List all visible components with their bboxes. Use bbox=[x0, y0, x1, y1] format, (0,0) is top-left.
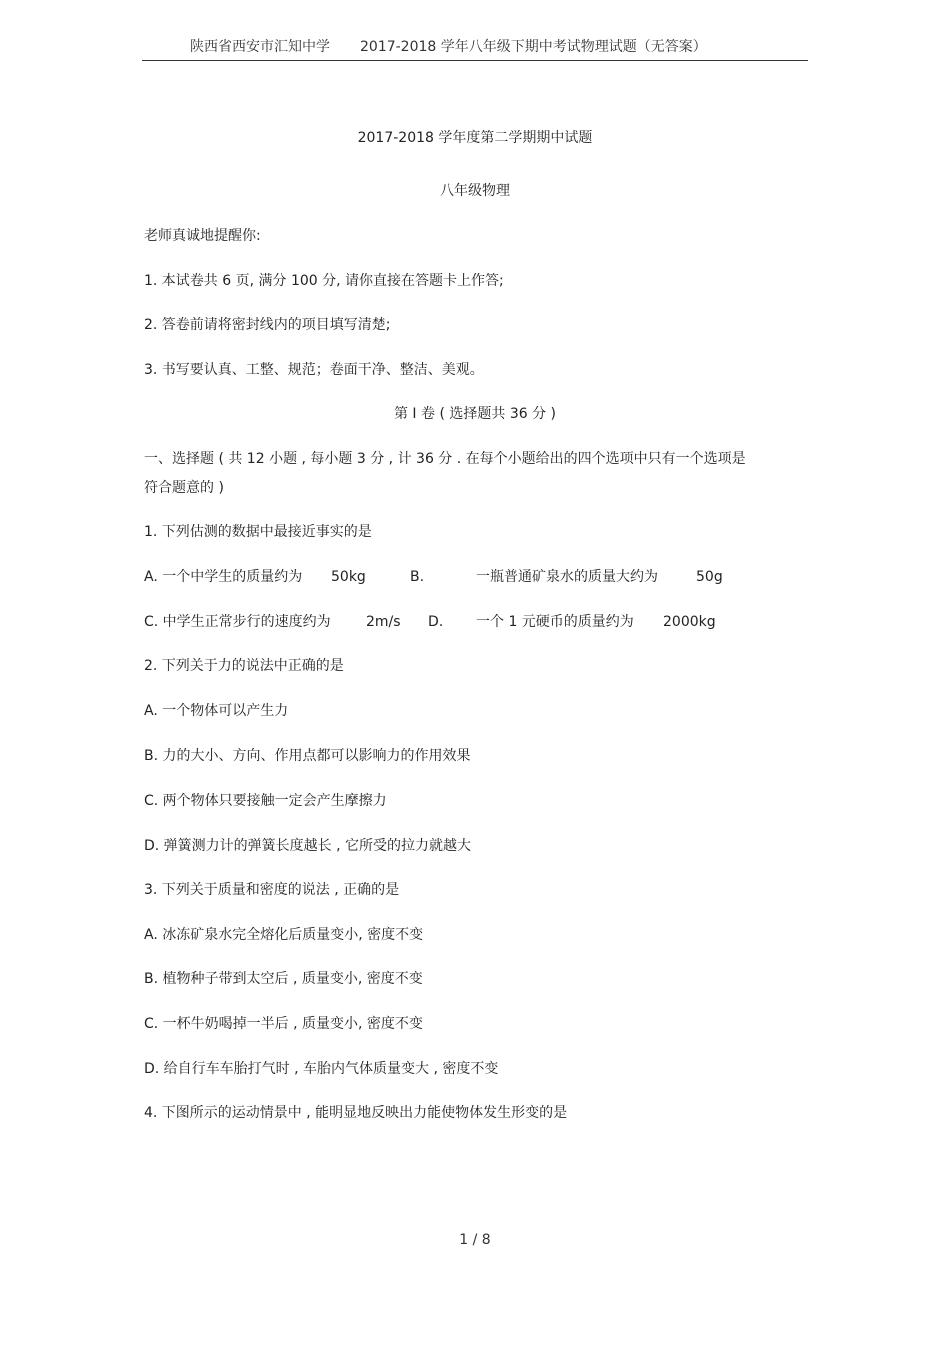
option-text: D. 给自行车车胎打气时 , 车胎内气体质量变大 , 密度不变 bbox=[144, 1061, 499, 1077]
part-instructions: 一、选择题 ( 共 12 小题 , 每小题 3 分 , 计 36 分 . 在每个小题给出的四个选项中只有一个选项是 bbox=[144, 451, 746, 467]
page-number: 1 / 8 bbox=[459, 1232, 491, 1248]
option-text: 一瓶普通矿泉水的质量大约为 bbox=[476, 569, 658, 585]
option-value: 50kg bbox=[331, 569, 366, 585]
document-subtitle: 八年级物理 bbox=[440, 183, 510, 199]
option-text: A. 一个中学生的质量约为 bbox=[144, 569, 303, 585]
reminder-item: 1. 本试卷共 6 页, 满分 100 分, 请你直接在答题卡上作答; bbox=[144, 273, 504, 289]
option-text: D. 弹簧测力计的弹簧长度越长 , 它所受的拉力就越大 bbox=[144, 838, 472, 854]
option-value: 2000kg bbox=[663, 614, 716, 630]
option-label: B. bbox=[410, 569, 425, 585]
option-text: C. 两个物体只要接触一定会产生摩擦力 bbox=[144, 793, 387, 809]
option-text: C. 一杯牛奶喝掉一半后 , 质量变小, 密度不变 bbox=[144, 1016, 423, 1032]
reminder-heading: 老师真诚地提醒你: bbox=[144, 228, 261, 244]
reminder-item: 2. 答卷前请将密封线内的项目填写清楚; bbox=[144, 317, 391, 333]
option-text: A. 一个物体可以产生力 bbox=[144, 703, 289, 719]
question-stem: 2. 下列关于力的说法中正确的是 bbox=[144, 658, 344, 674]
section-heading: 第 I 卷 ( 选择题共 36 分 ) bbox=[393, 406, 557, 422]
header-school: 陕西省西安市汇知中学 bbox=[190, 39, 330, 55]
option-label: D. bbox=[428, 614, 444, 630]
question-stem: 4. 下图所示的运动情景中 , 能明显地反映出力能使物体发生形变的是 bbox=[144, 1105, 568, 1121]
option-text: C. 中学生正常步行的速度约为 bbox=[144, 614, 331, 630]
page-header bbox=[142, 34, 808, 61]
document-title: 2017-2018 学年度第二学期期中试题 bbox=[357, 130, 593, 146]
question-stem: 1. 下列估测的数据中最接近事实的是 bbox=[144, 524, 372, 540]
option-text: B. 力的大小、方向、作用点都可以影响力的作用效果 bbox=[144, 748, 471, 764]
option-value: 50g bbox=[696, 569, 723, 585]
question-stem: 3. 下列关于质量和密度的说法 , 正确的是 bbox=[144, 882, 400, 898]
option-text: A. 冰冻矿泉水完全熔化后质量变小, 密度不变 bbox=[144, 927, 424, 943]
option-text: B. 植物种子带到太空后 , 质量变小, 密度不变 bbox=[144, 971, 423, 987]
reminder-item: 3. 书写要认真、工整、规范；卷面干净、整洁、美观。 bbox=[144, 362, 484, 378]
header-exam-title: 2017-2018 学年八年级下期中考试物理试题（无答案） bbox=[360, 39, 707, 55]
option-text: 一个 1 元硬币的质量约为 bbox=[476, 614, 634, 630]
option-value: 2m/s bbox=[366, 614, 401, 630]
part-instructions: 符合题意的 ) bbox=[144, 480, 224, 496]
